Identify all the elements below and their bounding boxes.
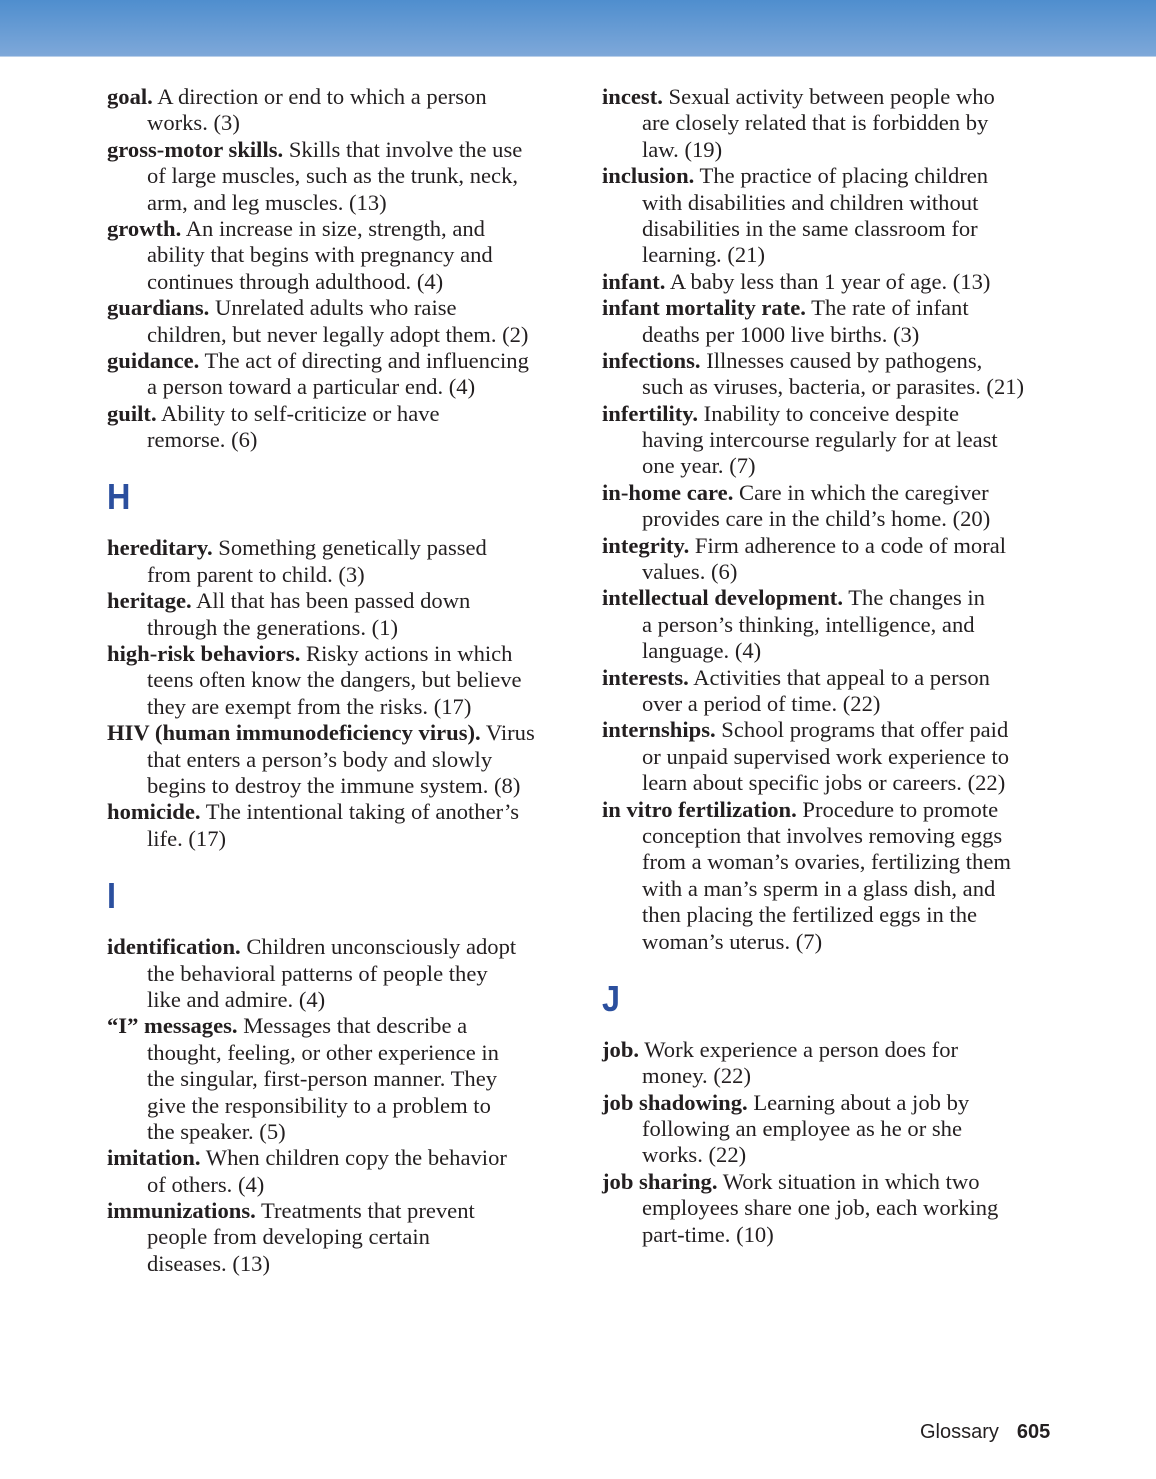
page-number: 605 (1016, 1421, 1051, 1443)
definition-text: When children copy the behavior (205, 1145, 507, 1171)
glossary-column-right (602, 84, 1082, 1248)
definition-line (107, 348, 577, 374)
glossary-entry (107, 401, 577, 454)
definition-line: works. (3) (147, 110, 240, 136)
definition-line (107, 401, 577, 427)
definition-line: over a period of time. (22) (642, 690, 881, 716)
definition-line: following an employee as he or she (642, 1116, 962, 1142)
glossary-entry (602, 1169, 1082, 1248)
glossary-entry (602, 1090, 1082, 1169)
definition-line (602, 401, 1082, 427)
definition-line: begins to destroy the immune system. (8) (147, 772, 521, 798)
definition-text: Care in which the caregiver (739, 479, 989, 505)
glossary-term: job sharing. (602, 1168, 718, 1194)
definition-line: children, but never legally adopt them. (2) (147, 321, 529, 347)
definition-text: A baby less than 1 year of age. (13) (669, 268, 991, 294)
definition-line: deaths per 1000 live births. (3) (642, 321, 920, 347)
definition-line (602, 717, 1082, 743)
definition-line (107, 535, 577, 561)
definition-line: language. (4) (642, 638, 762, 664)
glossary-entry (602, 585, 1082, 664)
glossary-term: hereditary. (107, 535, 213, 561)
glossary-column-left (107, 84, 577, 1277)
definition-line: of large muscles, such as the trunk, neck, (147, 163, 519, 189)
glossary-term: infertility. (602, 400, 699, 426)
definition-line: money. (22) (642, 1063, 751, 1089)
definition-line: employees share one job, each working (642, 1195, 999, 1221)
glossary-entry (107, 295, 577, 348)
definition-text: Ability to self-criticize or have (161, 400, 440, 426)
glossary-entry (602, 797, 1082, 955)
definition-text: Firm adherence to a code of moral (694, 532, 1007, 558)
glossary-term: “I” messages. (107, 1013, 238, 1039)
glossary-entry (107, 84, 577, 137)
glossary-term: integrity. (602, 532, 690, 558)
glossary-entry (107, 348, 577, 401)
definition-line (107, 137, 577, 163)
definition-text: Inability to conceive despite (703, 400, 960, 426)
definition-line (107, 1013, 577, 1039)
definition-line: give the responsibility to a problem to (147, 1092, 491, 1118)
definition-line: the behavioral patterns of people they (147, 960, 488, 986)
definition-text: An increase in size, strength, and (185, 215, 485, 241)
glossary-term: guardians. (107, 295, 210, 321)
definition-line (602, 1169, 1082, 1195)
definition-line: a person’s thinking, intelligence, and (642, 611, 975, 637)
definition-text: Unrelated adults who raise (215, 295, 457, 321)
glossary-term: imitation. (107, 1145, 201, 1171)
definition-line: arm, and leg muscles. (13) (147, 189, 387, 215)
definition-line (602, 585, 1082, 611)
definition-line: the singular, first-person manner. They (147, 1066, 498, 1092)
definition-text: Learning about a job by (753, 1089, 970, 1115)
definition-line: through the generations. (1) (147, 614, 398, 640)
definition-line (602, 269, 1082, 295)
glossary-term: heritage. (107, 588, 192, 614)
definition-line (602, 84, 1082, 110)
definition-line: of others. (4) (147, 1171, 265, 1197)
section-heading: I (107, 875, 117, 917)
definition-line: provides care in the child’s home. (20) (642, 506, 991, 532)
header-banner (0, 0, 1156, 57)
definition-line: life. (17) (147, 825, 227, 851)
definition-line: values. (6) (642, 559, 738, 585)
glossary-term: goal. (107, 84, 153, 109)
glossary-entry (107, 1013, 577, 1145)
definition-text: The changes in (848, 585, 985, 611)
definition-line (107, 720, 577, 746)
definition-line: then placing the fertilized eggs in the (642, 902, 978, 928)
glossary-term: job. (602, 1036, 640, 1062)
definition-line: that enters a person’s body and slowly (147, 746, 493, 772)
glossary-term: gross-motor skills. (107, 136, 284, 162)
definition-line (602, 665, 1082, 691)
glossary-entry (602, 665, 1082, 718)
glossary-term: in vitro fertilization. (602, 796, 797, 822)
definition-line: from parent to child. (3) (147, 561, 365, 587)
definition-line (602, 480, 1082, 506)
definition-line (602, 163, 1082, 189)
definition-line (107, 1198, 577, 1224)
definition-text: Risky actions in which (306, 641, 513, 667)
section-heading: H (107, 476, 131, 518)
glossary-term: job shadowing. (602, 1089, 748, 1115)
page-footer (920, 1421, 1050, 1444)
section-heading: J (602, 977, 621, 1019)
glossary-entry (107, 1145, 577, 1198)
definition-text: The practice of placing children (699, 163, 989, 189)
definition-line: learn about specific jobs or careers. (22) (642, 770, 1006, 796)
glossary-entry (107, 216, 577, 295)
glossary-term: inclusion. (602, 163, 695, 189)
definition-line (107, 1145, 577, 1171)
definition-line: part-time. (10) (642, 1221, 774, 1247)
glossary-term: infant. (602, 268, 666, 294)
definition-text: Something genetically passed (218, 535, 487, 561)
glossary-entry (602, 295, 1082, 348)
definition-line: having intercourse regularly for at least (642, 427, 998, 453)
definition-line: one year. (7) (642, 453, 756, 479)
glossary-entry (107, 535, 577, 588)
definition-line: people from developing certain (147, 1224, 430, 1250)
definition-line: like and admire. (4) (147, 986, 326, 1012)
definition-line: law. (19) (642, 136, 723, 162)
definition-text: Skills that involve the use (288, 136, 523, 162)
definition-text: Virus (485, 720, 535, 746)
definition-line (602, 1037, 1082, 1063)
definition-line: the speaker. (5) (147, 1118, 286, 1144)
definition-text: The act of directing and influencing (204, 347, 529, 373)
definition-line (602, 1090, 1082, 1116)
glossary-entry (107, 720, 577, 799)
definition-line: a person toward a particular end. (4) (147, 374, 476, 400)
definition-line (602, 295, 1082, 321)
definition-line: works. (22) (642, 1142, 747, 1168)
definition-line (107, 641, 577, 667)
definition-line: diseases. (13) (147, 1250, 270, 1276)
glossary-entry (602, 84, 1082, 163)
glossary-entry (602, 1037, 1082, 1090)
definition-line: continues through adulthood. (4) (147, 268, 444, 294)
footer-section-label: Glossary (920, 1421, 999, 1443)
definition-line (107, 799, 577, 825)
definition-text: Illnesses caused by pathogens, (706, 347, 983, 373)
glossary-entry (107, 137, 577, 216)
definition-line (107, 588, 577, 614)
definition-text: Treatments that prevent (261, 1198, 475, 1224)
definition-text: Messages that describe a (243, 1013, 468, 1039)
definition-line: disabilities in the same classroom for (642, 215, 978, 241)
definition-line: learning. (21) (642, 242, 765, 268)
definition-text: Sexual activity between people who (668, 84, 995, 109)
definition-line: remorse. (6) (147, 427, 258, 453)
glossary-term: identification. (107, 934, 241, 960)
glossary-term: in-home care. (602, 479, 734, 505)
glossary-term: immunizations. (107, 1198, 256, 1224)
glossary-entry (107, 934, 577, 1013)
definition-line: from a woman’s ovaries, fertilizing them (642, 849, 1011, 875)
definition-line (602, 797, 1082, 823)
definition-line (602, 348, 1082, 374)
glossary-entry (602, 269, 1082, 295)
definition-text: All that has been passed down (196, 588, 471, 614)
definition-line: such as viruses, bacteria, or parasites. (21) (642, 374, 1025, 400)
definition-line (602, 533, 1082, 559)
glossary-term: high-risk behaviors. (107, 641, 301, 667)
glossary-entry (602, 480, 1082, 533)
definition-line (107, 295, 577, 321)
definition-text: The intentional taking of another’s (205, 799, 520, 825)
glossary-term: homicide. (107, 799, 201, 825)
definition-line: with a man’s sperm in a glass dish, and (642, 875, 996, 901)
glossary-entry (107, 799, 577, 852)
glossary-entry (602, 401, 1082, 480)
definition-line (107, 934, 577, 960)
definition-text: School programs that offer paid (721, 717, 1009, 743)
glossary-term: infant mortality rate. (602, 295, 806, 321)
glossary-entry (602, 533, 1082, 586)
glossary-term: internships. (602, 717, 716, 743)
definition-line: teens often know the dangers, but believe (147, 667, 522, 693)
definition-text: Procedure to promote (802, 796, 999, 822)
glossary-term: HIV (human immunodeficiency virus). (107, 720, 481, 746)
definition-text: Children unconsciously adopt (246, 934, 517, 960)
glossary-term: intellectual development. (602, 585, 843, 611)
definition-line: conception that involves removing eggs (642, 822, 1003, 848)
glossary-entry (107, 588, 577, 641)
definition-line: thought, feeling, or other experience in (147, 1039, 499, 1065)
glossary-entry (107, 1198, 577, 1277)
definition-line: or unpaid supervised work experience to (642, 743, 1010, 769)
glossary-term: infections. (602, 347, 701, 373)
glossary-term: incest. (602, 84, 663, 109)
definition-line: ability that begins with pregnancy and (147, 242, 493, 268)
glossary-term: guilt. (107, 400, 157, 426)
definition-line: they are exempt from the risks. (17) (147, 693, 472, 719)
glossary-entry (107, 641, 577, 720)
definition-text: A direction or end to which a person (157, 84, 487, 109)
definition-line: woman’s uterus. (7) (642, 928, 823, 954)
definition-line (107, 84, 577, 110)
definition-line (107, 216, 577, 242)
definition-text: The rate of infant (811, 295, 969, 321)
definition-line: are closely related that is forbidden by (642, 110, 989, 136)
definition-text: Activities that appeal to a person (693, 664, 990, 690)
definition-line: with disabilities and children without (642, 189, 979, 215)
glossary-entry (602, 348, 1082, 401)
definition-text: Work experience a person does for (644, 1036, 959, 1062)
glossary-term: growth. (107, 215, 182, 241)
glossary-term: interests. (602, 664, 689, 690)
glossary-entry (602, 163, 1082, 269)
glossary-term: guidance. (107, 347, 200, 373)
definition-text: Work situation in which two (722, 1168, 980, 1194)
glossary-entry (602, 717, 1082, 796)
